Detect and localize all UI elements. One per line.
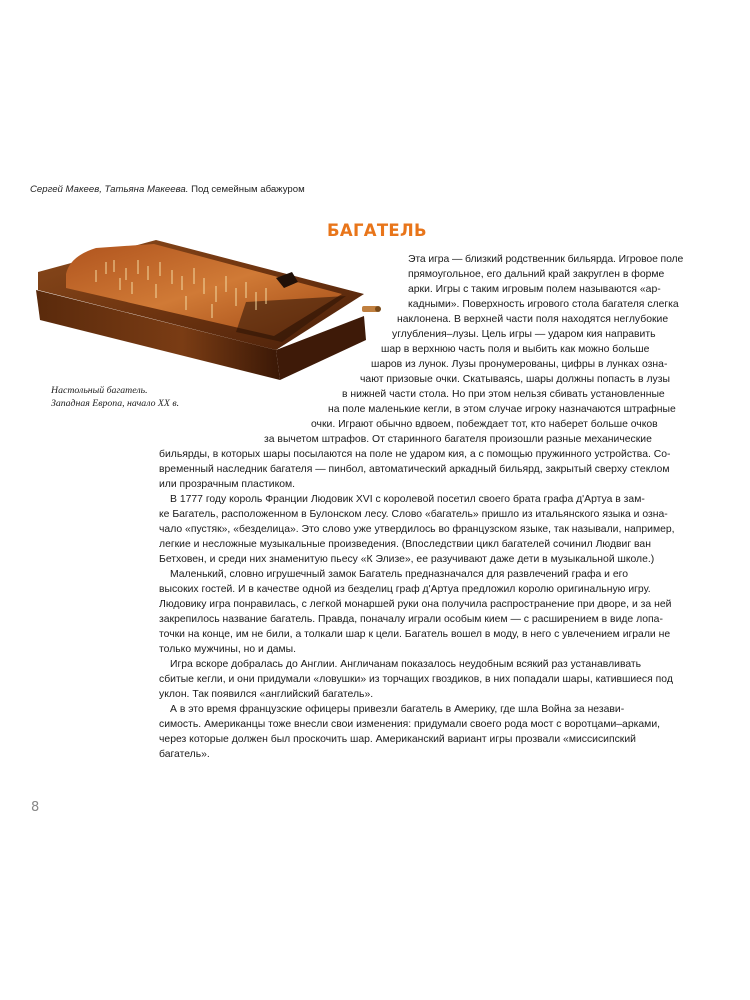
text-line: багатель».: [159, 749, 210, 760]
text-line: на поле маленькие кегли, в этом случае игроку назначаются штрафные: [328, 404, 676, 415]
text-line: углубления–лузы. Цель игры — ударом кия направить: [392, 329, 656, 340]
text-line: только мужчины, но и дамы.: [159, 644, 297, 655]
page-number: 8: [31, 800, 40, 815]
text-line: симость. Американцы тоже внесли свои изменения: придумали своего рода мост с воротцами–арками,: [159, 719, 661, 730]
text-line: или прозрачным пластиком.: [159, 479, 296, 490]
text-line: шаров из лунок. Лузы пронумерованы, цифры в лунках озна-: [371, 359, 668, 370]
text-line: Людовику игра понравилась, с легкой монаршей руки она получила распространение при дворе, и за ней: [159, 599, 672, 610]
text-line: прямоугольное, его дальний край закруглен в форме: [408, 269, 665, 280]
text-line: Маленький, словно игрушечный замок Багатель предназначался для развлечений графа и его: [170, 569, 628, 580]
text-line: за вычетом штрафов. От старинного багателя произошли разные механические: [264, 434, 652, 445]
header-authors: Сергей Макеев, Татьяна Макеева.: [30, 184, 189, 195]
text-line: В 1777 году король Франции Людовик XVI с королевой посетил своего брата графа д'Артуа в зам-: [170, 494, 645, 505]
header-book-title: Под семейным абажуром: [188, 184, 305, 195]
text-line: временный наследник багателя — пинбол, автоматический аркадный бильярд, закрытый сверху стеклом: [159, 464, 670, 475]
text-line: арки. Игры с таким игровым полем называются «ар-: [408, 284, 661, 295]
text-line: через которые должен был проскочить шар. Американский вариант игры прозвали «миссисипский: [159, 734, 636, 745]
caption-line-2: Западная Европа, начало XX в.: [51, 398, 180, 409]
text-line: очки. Играют обычно вдвоем, побеждает тот, кто наберет больше очков: [311, 419, 658, 430]
text-line: Игра вскоре добралась до Англии. Англичанам показалось неудобным всякий раз устанавливать: [170, 659, 642, 670]
text-line: ке Багатель, расположенном в Булонском лесу. Слово «багатель» пришло из итальянского языка и озна-: [159, 509, 668, 520]
text-line: сбитые кегли, и они придумали «ловушки» из торчащих гвоздиков, в них попадали шары, катившиеся под: [159, 674, 673, 685]
text-line: уклон. Так появился «английский багатель».: [159, 689, 374, 700]
text-line: в нижней части стола. Но при этом нельзя сбивать установленные: [342, 389, 665, 400]
text-line: А в это время французские офицеры привезли багатель в Америку, где шла Война за незави-: [170, 704, 625, 715]
text-line: кадными». Поверхность игрового стола багателя слегка: [408, 299, 679, 310]
text-line: закрепилось название багатель. Правда, поначалу играли особым кием — с расширением в виде лопа-: [159, 614, 663, 625]
photo-caption: [51, 384, 179, 410]
text-line: чают призовые очки. Скатываясь, шары должны попасть в лузы: [360, 374, 670, 385]
caption-line-1: Настольный багатель.: [51, 385, 148, 396]
text-line: высоких гостей. И в качестве одной из безделиц граф д'Артуа предложил королю оригинальную игру.: [159, 584, 651, 595]
text-line: наклонена. В верхней части поля находятся неглубокие: [397, 314, 669, 325]
text-line: бильярды, в которых шары посылаются на поле не ударом кия, а с помощью пружинного устройства. Со-: [159, 449, 671, 460]
article-title: БАГАТЕЛЬ: [327, 221, 427, 240]
text-line: шар в верхнюю часть поля и выбить как можно больше: [381, 344, 650, 355]
text-line: Бетховен, и среди них знаменитую пьесу «К Элизе», ее разучивают даже дети в музыкальной школе.): [159, 554, 655, 565]
text-line: Эта игра — близкий родственник бильярда. Игровое поле: [408, 254, 683, 265]
bagatelle-board-photo: [36, 232, 381, 380]
text-line: чало «пустяк», «безделица». Это слово уже утвердилось во французском языке, так называли, например,: [159, 524, 675, 535]
text-line: точки на конце, им не били, а толкали шар к цели. Багатель вошел в моду, в него с увлечением играли не: [159, 629, 671, 640]
text-line: легкие и несложные музыкальные произведения. (Впоследствии цикл багателей сочинил Людвиг ван: [159, 539, 651, 550]
running-header: [30, 184, 305, 195]
